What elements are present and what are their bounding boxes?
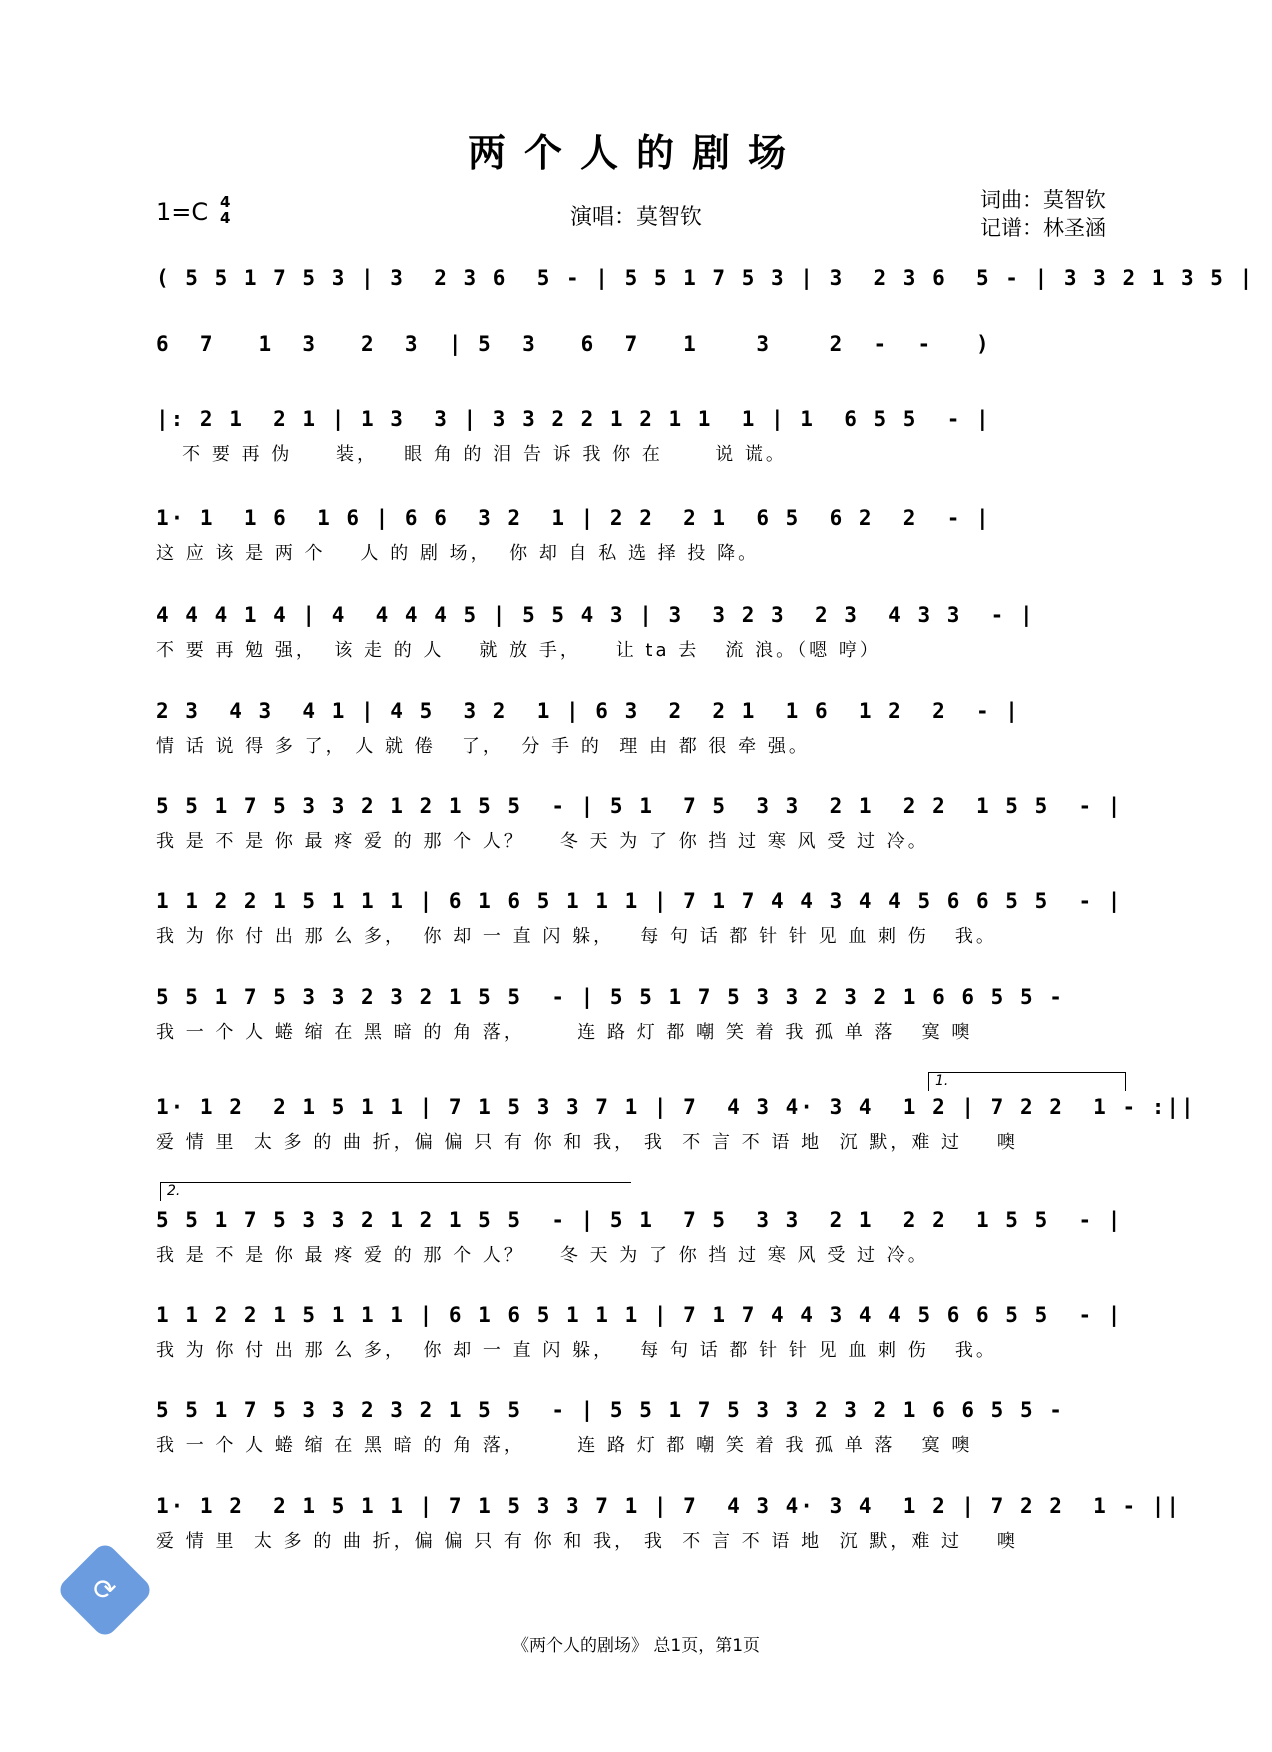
score-row-13-notes: 5 5 1 7 5 3 3 2 3 2 1 5 5 - | 5 5 1 7 5 3 3 2 3 2 1 6 6 5 5 -	[156, 1398, 1064, 1422]
second-ending-bracket	[160, 1182, 631, 1201]
score-row-11-lyrics: 我 是 不 是 你 最 疼 爱 的 那 个 人？ 冬 天 为 了 你 挡 过 寒 风 受 过 冷。	[156, 1245, 929, 1266]
lyrics-music-credit: 词曲：莫智钦	[980, 188, 1106, 212]
score-row-6-notes: 2 3 4 3 4 1 | 4 5 3 2 1 | 6 3 2 2 1 1 6 1 2 2 - |	[156, 699, 1020, 723]
score-row-4-lyrics: 这 应 该 是 两 个 人 的 剧 场， 你 却 自 私 选 择 投 降。	[156, 543, 760, 564]
score-row-3-notes: |: 2 1 2 1 | 1 3 3 | 3 3 2 2 1 2 1 1 1 | 1 6 5 5 - |	[156, 407, 991, 431]
score-row-11-notes: 5 5 1 7 5 3 3 2 1 2 1 5 5 - | 5 1 7 5 3 3 2 1 2 2 1 5 5 - |	[156, 1208, 1123, 1232]
score-row-12-notes: 1 1 2 2 1 5 1 1 1 | 6 1 6 5 1 1 1 | 7 1 7 4 4 3 4 4 5 6 6 5 5 - |	[156, 1303, 1123, 1327]
second-ending-label: 2.	[167, 1183, 181, 1199]
score-row-2-notes: 6 7 1 3 2 3 | 5 3 6 7 1 3 2 - - )	[156, 332, 991, 356]
transcriber-credit: 记谱：林圣涵	[980, 216, 1106, 240]
score-row-3-lyrics: 不 要 再 伪 装， 眼 角 的 泪 告 诉 我 你 在 说 谎。	[156, 444, 787, 465]
page-footer: 《两个人的剧场》 总1页，第1页	[511, 1636, 761, 1656]
key-signature: 1=C	[156, 198, 209, 226]
score-row-5-lyrics: 不 要 再 勉 强， 该 走 的 人 就 放 手， 让 ta 去 流 浪。（嗯 哼）	[156, 640, 881, 661]
score-row-9-lyrics: 我 一 个 人 蜷 缩 在 黑 暗 的 角 落， 连 路 灯 都 嘲 笑 着 我 孤 单 落 寞 噢	[156, 1022, 973, 1043]
score-row-9-notes: 5 5 1 7 5 3 3 2 3 2 1 5 5 - | 5 5 1 7 5 3 3 2 3 2 1 6 6 5 5 -	[156, 985, 1064, 1009]
score-row-7-lyrics: 我 是 不 是 你 最 疼 爱 的 那 个 人？ 冬 天 为 了 你 挡 过 寒 风 受 过 冷。	[156, 831, 929, 852]
first-ending-bracket	[928, 1072, 1126, 1091]
page-title: 两个人的剧场	[467, 131, 804, 175]
score-row-1-notes: ( 5 5 1 7 5 3 | 3 2 3 6 5 - | 5 5 1 7 5 3 | 3 2 3 6 5 - | 3 3 2 1 3 5 |	[156, 266, 1255, 290]
watermark-logo-icon: ⟳	[56, 1541, 155, 1640]
score-row-10-notes: 1· 1 2 2 1 5 1 1 | 7 1 5 3 3 7 1 | 7 4 3 4· 3 4 1 2 | 7 2 2 1 - :||	[156, 1095, 1196, 1119]
score-row-6-lyrics: 情 话 说 得 多 了， 人 就 倦 了， 分 手 的 理 由 都 很 牵 强。	[156, 736, 810, 757]
score-row-4-notes: 1· 1 1 6 1 6 | 6 6 3 2 1 | 2 2 2 1 6 5 6 2 2 - |	[156, 506, 991, 530]
score-row-10-lyrics: 爱 情 里 太 多 的 曲 折，偏 偏 只 有 你 和 我， 我 不 言 不 语 地 沉 默，难 过 噢	[156, 1132, 1018, 1153]
score-row-14-lyrics: 爱 情 里 太 多 的 曲 折，偏 偏 只 有 你 和 我， 我 不 言 不 语 地 沉 默，难 过 噢	[156, 1531, 1018, 1552]
score-row-14-notes: 1· 1 2 2 1 5 1 1 | 7 1 5 3 3 7 1 | 7 4 3 4· 3 4 1 2 | 7 2 2 1 - ||	[156, 1494, 1182, 1518]
score-row-7-notes: 5 5 1 7 5 3 3 2 1 2 1 5 5 - | 5 1 7 5 3 3 2 1 2 2 1 5 5 - |	[156, 794, 1123, 818]
first-ending-label: 1.	[935, 1073, 949, 1089]
time-signature	[220, 194, 230, 226]
time-signature-top: 4	[220, 193, 231, 211]
time-signature-bottom: 4	[220, 209, 231, 227]
score-row-13-lyrics: 我 一 个 人 蜷 缩 在 黑 暗 的 角 落， 连 路 灯 都 嘲 笑 着 我 孤 单 落 寞 噢	[156, 1435, 973, 1456]
score-row-8-notes: 1 1 2 2 1 5 1 1 1 | 6 1 6 5 1 1 1 | 7 1 7 4 4 3 4 4 5 6 6 5 5 - |	[156, 889, 1123, 913]
score-row-5-notes: 4 4 4 1 4 | 4 4 4 4 5 | 5 5 4 3 | 3 3 2 3 2 3 4 3 3 - |	[156, 603, 1035, 627]
score-row-12-lyrics: 我 为 你 付 出 那 么 多， 你 却 一 直 闪 躲， 每 句 话 都 针 针 见 血 刺 伤 我。	[156, 1340, 997, 1361]
singer-credit: 演唱：莫智钦	[570, 205, 703, 230]
score-row-8-lyrics: 我 为 你 付 出 那 么 多， 你 却 一 直 闪 躲， 每 句 话 都 针 针 见 血 刺 伤 我。	[156, 926, 997, 947]
credits	[980, 186, 1106, 242]
